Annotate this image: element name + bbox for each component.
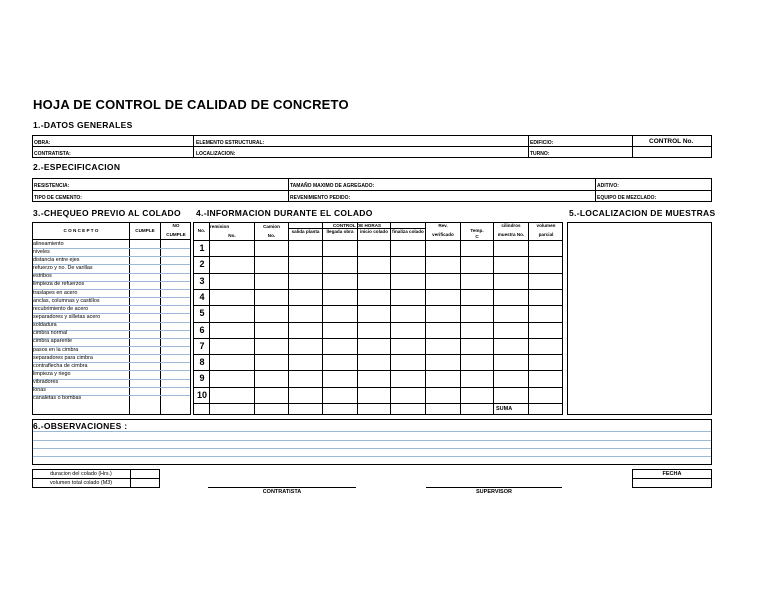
row-number: 3 (199, 275, 205, 286)
elemento-estructural-field[interactable]: ELEMENTO ESTRUCTURAL: (196, 140, 265, 146)
llegada-obra-header: llegada obra (326, 229, 354, 234)
chequeo-item: contraflecha de cimbra (33, 362, 88, 369)
cilindros-header: cilindros (501, 223, 521, 228)
divider (528, 135, 529, 158)
grid-row-line (193, 370, 563, 371)
divider (632, 135, 633, 158)
chequeo-item: distancia entre ejes (33, 256, 80, 263)
tamano-agregado-field[interactable]: TAMAÑO MAXIMO DE AGREGADO: (290, 183, 375, 189)
observaciones-box[interactable] (32, 419, 712, 465)
remision-header: remision (210, 224, 230, 229)
edificio-field[interactable]: EDIFICIO: (530, 140, 554, 146)
volumen-header: volumen (536, 223, 556, 228)
duracion-colado-label: duracion del colado (Hrs.) (50, 471, 112, 477)
chequeo-item: soldadura (33, 322, 57, 329)
row-number: 9 (199, 373, 205, 384)
grid-row-line (193, 289, 563, 290)
grid-row-line (193, 305, 563, 306)
chequeo-item: traslapes en acero (33, 289, 78, 296)
no-column-header: No. (197, 228, 206, 233)
contratista-field[interactable]: CONTRATISTA: (34, 151, 71, 157)
chequeo-item: refuerzo y no. De varillas (33, 265, 93, 272)
grid-row-line (193, 403, 563, 404)
grid-row-line (193, 322, 563, 323)
finaliza-colado-header: finaliza colado (392, 229, 424, 234)
row-number: 7 (199, 340, 205, 351)
chequeo-item: separadores para cimbra (33, 354, 93, 361)
rev-header: Rev. (438, 223, 448, 228)
section-chequeo: 3.-CHEQUEO PREVIO AL COLADO (33, 208, 181, 218)
section-especificacion: 2.-ESPECIFICACION (33, 162, 121, 172)
grid-row-line (193, 354, 563, 355)
divider (632, 478, 712, 479)
localizacion-field[interactable]: LOCALIZACION: (196, 151, 236, 157)
section-localizacion: 5.-LOCALIZACION DE MUESTRAS (569, 208, 716, 218)
camion-header: Camion (263, 224, 280, 229)
obra-field[interactable]: OBRA: (34, 140, 51, 146)
row-number: 10 (196, 389, 207, 400)
chequeo-item: pasos en la cimbra (33, 346, 79, 353)
row-number: 1 (199, 243, 205, 253)
grid-row-line (193, 273, 563, 274)
row-number: 6 (199, 324, 205, 335)
row-number: 8 (199, 357, 205, 368)
turno-field[interactable]: TURNO: (530, 151, 550, 157)
divider (32, 478, 160, 479)
chequeo-item: limpieza de refuerzos (33, 281, 85, 288)
chequeo-item: lonas (33, 387, 46, 394)
chequeo-row-line (33, 387, 190, 388)
observaciones-line (33, 448, 711, 449)
grid-row-line (193, 387, 563, 388)
temp-header: Temp. (470, 228, 484, 233)
chequeo-item: limpieza y riego (33, 371, 71, 377)
chequeo-item: cimbra aparente (33, 338, 72, 345)
chequeo-row-line (33, 273, 190, 274)
observaciones-line (33, 431, 711, 432)
chequeo-item: niveles (33, 248, 50, 255)
grid-row-line (193, 256, 563, 257)
concepto-header: C O N C E P T O (63, 228, 99, 233)
tipo-cemento-field[interactable]: TIPO DE CEMENTO: (34, 195, 82, 201)
volumen-total-label: volumen total colado (M3) (49, 480, 113, 486)
chequeo-item: recubrimiento de acero (33, 305, 89, 312)
divider (288, 178, 289, 202)
grid-row-line (193, 240, 563, 241)
chequeo-item: estribos (33, 273, 52, 280)
localizacion-muestras-box[interactable] (567, 222, 712, 415)
control-horas-header: CONTROL DE HORAS (332, 223, 382, 228)
parcial-header: parcial (538, 232, 554, 237)
salida-planta-header: salida planta (291, 229, 320, 234)
chequeo-row-line (33, 248, 190, 249)
supervisor-signature-line[interactable] (426, 487, 562, 488)
camion-no-header: No. (267, 233, 276, 238)
grid-row-line (193, 338, 563, 339)
aditivo-field[interactable]: ADITIVO: (597, 183, 619, 189)
verificado-header: verificado (432, 232, 454, 237)
divider (595, 178, 596, 202)
equipo-mezclado-field[interactable]: EQUIPO DE MEZCLADO: (597, 195, 657, 201)
suma-label: SUMA (496, 406, 513, 412)
divider (32, 190, 712, 191)
muestra-no-header: muestra No. (497, 232, 525, 237)
row-number: 2 (199, 259, 205, 270)
fecha-label: FECHA (662, 471, 682, 477)
supervisor-signature-label: SUPERVISOR (476, 489, 512, 495)
revenimiento-field[interactable]: REVENIMIENTO PEDIDO: (290, 195, 351, 201)
chequeo-item: anclas, columnas y castillos (33, 297, 100, 304)
control-no-label: CONTROL No. (649, 138, 694, 145)
chequeo-item: separadores y silletas acero (33, 313, 101, 320)
chequeo-item: alineamiento (33, 240, 64, 247)
section-observaciones: 6.-OBSERVACIONES : (33, 421, 128, 431)
chequeo-item: cimbra normal (33, 330, 68, 337)
observaciones-line (33, 456, 711, 457)
page-title: HOJA DE CONTROL DE CALIDAD DE CONCRETO (33, 97, 349, 112)
no-cumple-header: CUMPLE (166, 232, 186, 237)
divider (32, 146, 712, 147)
divider (130, 469, 131, 488)
temp-c-header: C (475, 234, 479, 239)
no-header: NO (172, 223, 180, 228)
divider (193, 135, 194, 158)
remision-no-header: No. (228, 233, 236, 238)
row-number: 4 (199, 291, 205, 302)
inicio-colado-header: inicio colado (359, 229, 389, 234)
chequeo-item: canaletas o bombas (33, 395, 82, 402)
chequeo-item: vibradores (33, 379, 59, 386)
row-number: 5 (199, 308, 205, 319)
resistencia-field[interactable]: RESISTENCIA: (34, 183, 70, 189)
section-informacion: 4.-INFORMACION DURANTE EL COLADO (196, 208, 373, 218)
contratista-signature-label: CONTRATISTA (262, 489, 302, 495)
contratista-signature-line[interactable] (208, 487, 356, 488)
section-datos-generales: 1.-DATOS GENERALES (33, 120, 133, 130)
observaciones-line (33, 440, 711, 441)
cumple-header: CUMPLE (135, 228, 155, 233)
